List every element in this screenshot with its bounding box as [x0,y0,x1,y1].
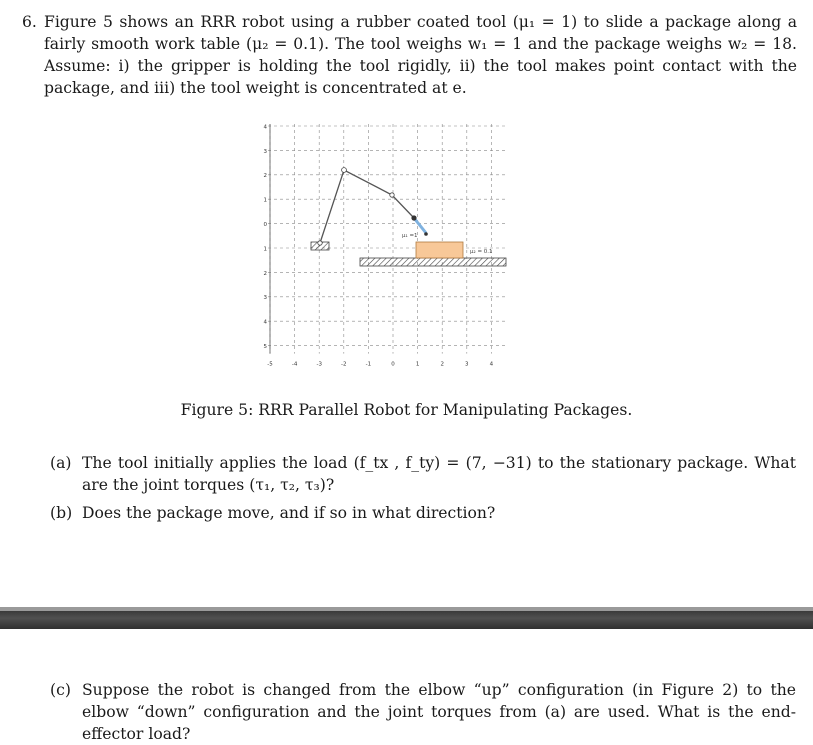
x-tick-label: -5 [267,361,273,368]
grid [268,124,505,354]
x-tick-label: 4 [489,361,494,368]
y-tick-label: 0 [263,222,267,228]
problem-statement [22,11,797,99]
y-axis-ticks [264,124,268,350]
y-tick-label: 4 [263,124,267,131]
question-c-label: (c) [50,681,71,699]
y-tick-label: 2 [263,270,267,277]
page-divider [0,611,813,629]
robot-links [320,170,414,243]
y-tick-label: 4 [263,319,267,326]
y-tick-label: 3 [263,148,267,155]
y-tick-label: 1 [263,197,267,204]
joint-wrist [390,193,394,197]
x-tick-label: 1 [415,361,420,368]
x-tick-label: 2 [440,361,444,368]
question-c-text: Suppose the robot is changed from the elbow “up” configuration (in Figure 2) to the elbow “down” configuration and the joint torques from (a) are used. What is the end-effector load? [82,681,796,743]
x-tick-label: -1 [365,361,372,368]
robot-diagram [258,120,518,382]
joint-elbow [342,168,347,173]
package [416,242,463,258]
question-c [50,679,796,745]
tool-tip [424,232,428,236]
joint-base [318,241,322,245]
work-table [360,258,506,266]
question-a-text: The tool initially applies the load (f_tx , f_ty) = (7, −31) to the stationary package. What are the joint torques (τ₁, τ₂, τ₃)? [82,454,796,494]
x-tick-label: -2 [341,361,347,368]
question-a [50,452,796,496]
question-b [50,502,796,524]
x-tick-label: 3 [465,361,469,368]
y-tick-label: 3 [263,295,267,302]
problem-number: 6. [22,13,37,31]
rubber-tool [414,218,426,233]
x-axis-ticks [267,362,493,368]
mu1-label: μ₁ =1 [402,233,418,239]
x-tick-label: -3 [316,361,322,368]
problem-text: Figure 5 shows an RRR robot using a rubber coated tool (μ₁ = 1) to slide a package along a fairly smooth work table (μ₂ = 0.1). The tool weighs w₁ = 1 and the package weighs w₂ = 18. Assume: i) the gripper is holding the tool rigidly, ii) the tool makes point contact with the package, and iii) the tool weight is concentrated at e. [44,13,797,97]
mu2-label: μ₂ = 0.1 [470,249,493,255]
y-tick-label: 5 [263,344,267,350]
question-b-text: Does the package move, and if so in what direction? [82,504,496,522]
y-tick-label: 2 [263,173,267,180]
y-tick-label: 1 [263,246,267,253]
x-tick-label: 0 [391,361,395,368]
question-b-label: (b) [50,504,73,522]
robot-figure [258,120,518,382]
end-effector-point [411,215,416,220]
figure-caption: Figure 5: RRR Parallel Robot for Manipulating Packages. [180,401,633,419]
question-a-label: (a) [50,454,72,472]
x-tick-label: -4 [291,361,298,368]
